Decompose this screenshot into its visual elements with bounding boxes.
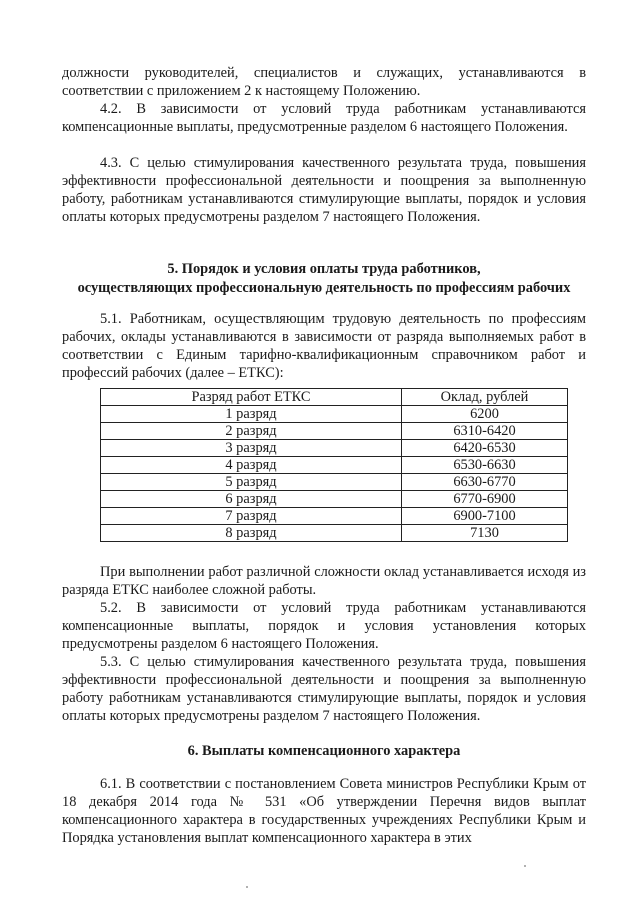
rank-cell: 3 разряд [101, 440, 402, 457]
table-row [101, 508, 568, 525]
table-row [101, 457, 568, 474]
paragraph-5-2: 5.2. В зависимости от условий труда работникам устанавливаются компенсационные выплаты, порядок и условия установления которых предусмотрены разделом 6 настоящего Положения. [62, 600, 586, 652]
paragraph-4-3: 4.3. С целью стимулирования качественного результата труда, повышения эффективности профессиональной деятельности и поощрения за выполненную работу, работникам устанавливаются стимулирующие выплаты, порядок и условия оплаты которых предусмотрены разделом 7 настоящего Положения. [62, 155, 586, 225]
scan-speck [246, 886, 248, 888]
salary-cell: 6420-6530 [402, 440, 568, 457]
header-salary: Оклад, рублей [402, 389, 568, 406]
table-row [101, 491, 568, 508]
section-5-heading-line-2: осуществляющих профессиональную деятельность по профессиям рабочих [77, 280, 571, 296]
table-row [101, 525, 568, 542]
rank-cell: 4 разряд [101, 457, 402, 474]
paragraph-6-1: 6.1. В соответствии с постановлением Совета министров Республики Крым от 18 декабря 2014 года № 531 «Об утверждении Перечня видов выплат компенсационного характера в государственных учреждениях Республики Крым и Порядка установления выплат компенсационного характера в этих [62, 776, 586, 846]
section-5-heading-line-1: 5. Порядок и условия оплаты труда работников, [167, 261, 481, 277]
salary-cell: 6630-6770 [402, 474, 568, 491]
table-row [101, 440, 568, 457]
table-row [101, 474, 568, 491]
scan-speck [524, 865, 526, 867]
paragraph-4-2: 4.2. В зависимости от условий труда работникам устанавливаются компенсационные выплаты, предусмотренные разделом 6 настоящего Положения. [62, 101, 586, 135]
salary-cell: 6530-6630 [402, 457, 568, 474]
rank-cell: 7 разряд [101, 508, 402, 525]
intro-paragraph: должности руководителей, специалистов и служащих, устанавливаются в соответствии с приложением 2 к настоящему Положению. [62, 65, 586, 99]
salary-cell: 6310-6420 [402, 423, 568, 440]
paragraph-5-1: 5.1. Работникам, осуществляющим трудовую деятельность по профессиям рабочих, оклады устанавливаются в зависимости от разряда выполняемых работ в соответствии с Единым тарифно-квалификационным справочником работ и профессий рабочих (далее – ЕТКС): [62, 311, 586, 381]
rank-cell: 5 разряд [101, 474, 402, 491]
rank-cell: 1 разряд [101, 406, 402, 423]
table-row [101, 406, 568, 423]
salary-cell: 6770-6900 [402, 491, 568, 508]
section-6-heading: 6. Выплаты компенсационного характера [187, 743, 461, 759]
table-header-row [101, 389, 568, 406]
rank-cell: 8 разряд [101, 525, 402, 542]
table-row [101, 423, 568, 440]
rank-cell: 6 разряд [101, 491, 402, 508]
salary-cell: 6900-7100 [402, 508, 568, 525]
salary-cell: 7130 [402, 525, 568, 542]
header-rank: Разряд работ ЕТКС [101, 389, 402, 406]
rank-cell: 2 разряд [101, 423, 402, 440]
paragraph-after-table: При выполнении работ различной сложности оклад устанавливается исходя из разряда ЕТКС наиболее сложной работы. [62, 564, 586, 598]
salary-cell: 6200 [402, 406, 568, 423]
paragraph-5-3: 5.3. С целью стимулирования качественного результата труда, повышения эффективности профессиональной деятельности и поощрения за выполненную работу работникам устанавливаются стимулирующие выплаты, порядок и условия оплаты которых предусмотрены разделом 7 настоящего Положения. [62, 654, 586, 724]
etks-salary-table [100, 388, 568, 542]
